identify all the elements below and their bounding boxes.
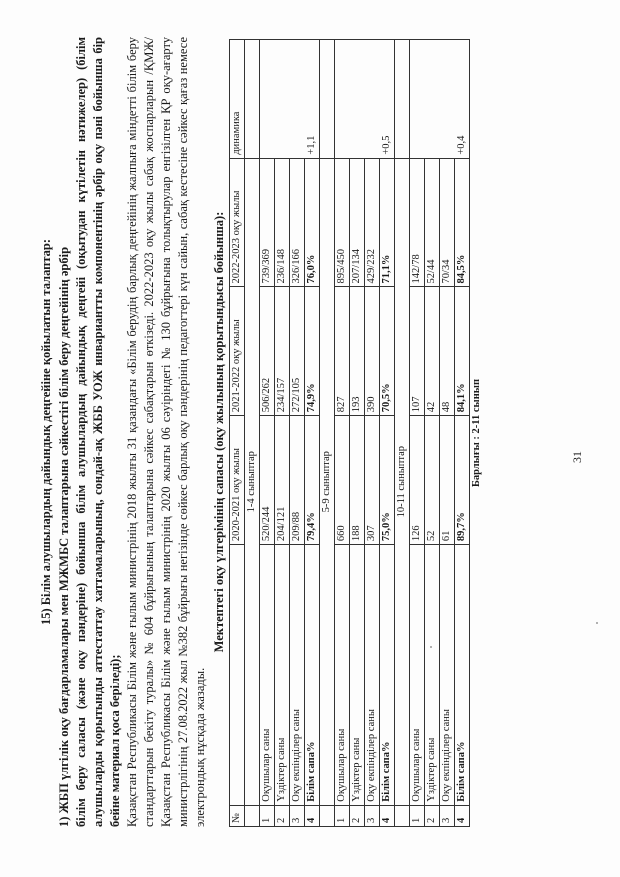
row-v2020: 61: [440, 415, 455, 544]
row-num: 4: [305, 805, 320, 826]
row-num: 3: [290, 805, 305, 826]
header-2020: 2020-2021 оқу жылы: [230, 415, 245, 544]
row-v2022: 326/166: [290, 158, 305, 287]
row-name: Оқу екпінділер саны: [440, 544, 455, 805]
row-v2020: 75,0%: [380, 415, 395, 544]
section-heading: 15) Білім алушылардың дайындық деңгейіне қойылатын талаптар:: [39, 238, 53, 625]
row-num: 2: [425, 805, 440, 826]
row-v2021: 74,9%: [305, 286, 320, 415]
row-num: 1: [260, 805, 275, 826]
row-name: Оқу екпінділер саны: [365, 544, 380, 805]
header-num: №: [230, 805, 245, 826]
group-title: 5-9 сыныптар: [320, 158, 335, 805]
scan-speck: [596, 622, 598, 624]
row-v2020: 520/244: [260, 415, 275, 544]
footer-label: Барлығы : 2-11 сынып: [470, 39, 485, 826]
row-name: Оқушылар саны: [410, 544, 425, 805]
row-v2021: 48: [440, 286, 455, 415]
dynamics-value: +1,1: [260, 39, 320, 158]
table-body: [245, 39, 485, 826]
row-name: Білім сапа%: [305, 544, 320, 805]
group-dyn-cell: [245, 39, 260, 158]
row-num: 1: [410, 805, 425, 826]
row-num: 1: [335, 805, 350, 826]
row-v2021: 506/262: [260, 286, 275, 415]
row-v2021: 272/105: [290, 286, 305, 415]
row-name: Оқу екпінділер саны: [290, 544, 305, 805]
group-num-cell: [395, 805, 410, 826]
table-row: [260, 39, 275, 826]
row-v2020: 126: [410, 415, 425, 544]
row-v2021: 827: [335, 286, 350, 415]
row-v2020: 307: [365, 415, 380, 544]
row-name: Оқушылар саны: [335, 544, 350, 805]
group-num-cell: [245, 805, 260, 826]
group-dyn-cell: [320, 39, 335, 158]
row-v2021: 234/157: [275, 286, 290, 415]
row-v2022: 70/34: [440, 158, 455, 287]
dynamics-value: +0,4: [410, 39, 470, 158]
header-2021: 2021-2022 оқу жылы: [230, 286, 245, 415]
row-v2022: 142/78: [410, 158, 425, 287]
group-title: 1-4 сыныптар: [245, 158, 260, 805]
row-name: Білім сапа%: [380, 544, 395, 805]
row-v2022: 739/369: [260, 158, 275, 287]
row-v2021: 193: [350, 286, 365, 415]
document-body: [38, 37, 484, 827]
subheading: 1) ЖБП үлгілік оқу бағдарламалары мен МЖМБС талаптарына сәйкестігі білім беру деңгейінің әрбір: [57, 246, 71, 827]
row-v2022: 236/148: [275, 158, 290, 287]
row-name: Үздіктер саны: [350, 544, 365, 805]
row-num: 4: [380, 805, 395, 826]
header-blank: [230, 544, 245, 805]
header-2022: 2022-2023 оқу жылы: [230, 158, 245, 287]
table-header-row: [230, 39, 245, 826]
row-v2020: 660: [335, 415, 350, 544]
rotated-content: [30, 29, 590, 849]
group-row-5-9: [320, 39, 335, 826]
row-name: Білім сапа%: [455, 544, 470, 805]
row-v2021: 390: [365, 286, 380, 415]
table-caption: Мектептегі оқу үлгерімінің сапасы (оқу жылының қорытындысы бойынша):: [212, 211, 226, 652]
row-v2021: 84,1%: [455, 286, 470, 415]
row-v2022: 76,0%: [305, 158, 320, 287]
requirements-paragraph: білім беру саласы (және оқу пәндеріне) бойынша білім алушылардың дайындық деңгейі (оқытудан күтілетін нәтижелер) (білім алушыларды қорытынды аттестаттау хаттамаларының, сондай-ақ ЖББ УОЖ инвариантты компонентінің әрбір оқу пәні бойынша бір бейне материал қоса беріледі);: [74, 36, 122, 827]
row-v2020: 79,4%: [305, 415, 320, 544]
table-row: [335, 39, 350, 826]
group-dyn-cell: [395, 39, 410, 158]
row-name: Үздіктер саны: [275, 544, 290, 805]
row-v2020: 209/88: [290, 415, 305, 544]
row-v2022: 71,1%: [380, 158, 395, 287]
row-v2020: 188: [350, 415, 365, 544]
dynamics-value: +0,5: [335, 39, 395, 158]
row-num: 3: [365, 805, 380, 826]
row-v2022: 207/134: [350, 158, 365, 287]
row-num: 3: [440, 805, 455, 826]
row-v2020: 52: [425, 415, 440, 544]
row-num: 4: [455, 805, 470, 826]
row-v2022: 52/44: [425, 158, 440, 287]
row-name: Оқушылар саны: [260, 544, 275, 805]
row-v2022: 84,5%: [455, 158, 470, 287]
row-num: 2: [275, 805, 290, 826]
header-dynamics: динамика: [230, 39, 245, 158]
group-row-10-11: [395, 39, 410, 826]
row-v2022: 895/450: [335, 158, 350, 287]
standards-paragraph: Қазақстан Республикасы Білім және ғылым министрінің 2018 жылғы 31 қазандағы «Білім берудің барлық деңгейінің жалпыға міндетті білім беру стандарттарын бекіту туралы» № 604 бұйрығының талаптарына сәйкес сабақтарын өткізеді. 2022-2023 оқу жылы сабақ жоспарларын /ҚМЖ/ Қазақстан Республикасы Білім және ғылым министрінің 2020 жылғы 06 сәуіріндегі № 130 бұйрығына толықтырулар енгізілген ҚР оқу-ағарту министрлігінің 27.08.2022 жыл №382 бұйрығы негізінде сөйкес барлық оқу пәндерінің педагогтері күн сайын, сабақ кестесіне сәйкес қағаз немесе электрондық нұсқада жазады.: [125, 36, 207, 827]
quality-table: [229, 39, 484, 827]
row-v2021: 70,5%: [380, 286, 395, 415]
row-v2021: 42: [425, 286, 440, 415]
row-v2021: 107: [410, 286, 425, 415]
row-num: 2: [350, 805, 365, 826]
row-v2020: 204/121: [275, 415, 290, 544]
row-name: Үздіктер саны: [425, 544, 440, 805]
row-v2020: 89,7%: [455, 415, 470, 544]
table-row: [410, 39, 425, 826]
group-num-cell: [320, 805, 335, 826]
group-title: 10-11 сыныптар: [395, 158, 410, 805]
scan-speck: [430, 646, 432, 648]
page-number: 31: [570, 450, 584, 463]
group-row-1-4: [245, 39, 260, 826]
row-v2022: 429/232: [365, 158, 380, 287]
table-footer-row: [470, 39, 485, 826]
